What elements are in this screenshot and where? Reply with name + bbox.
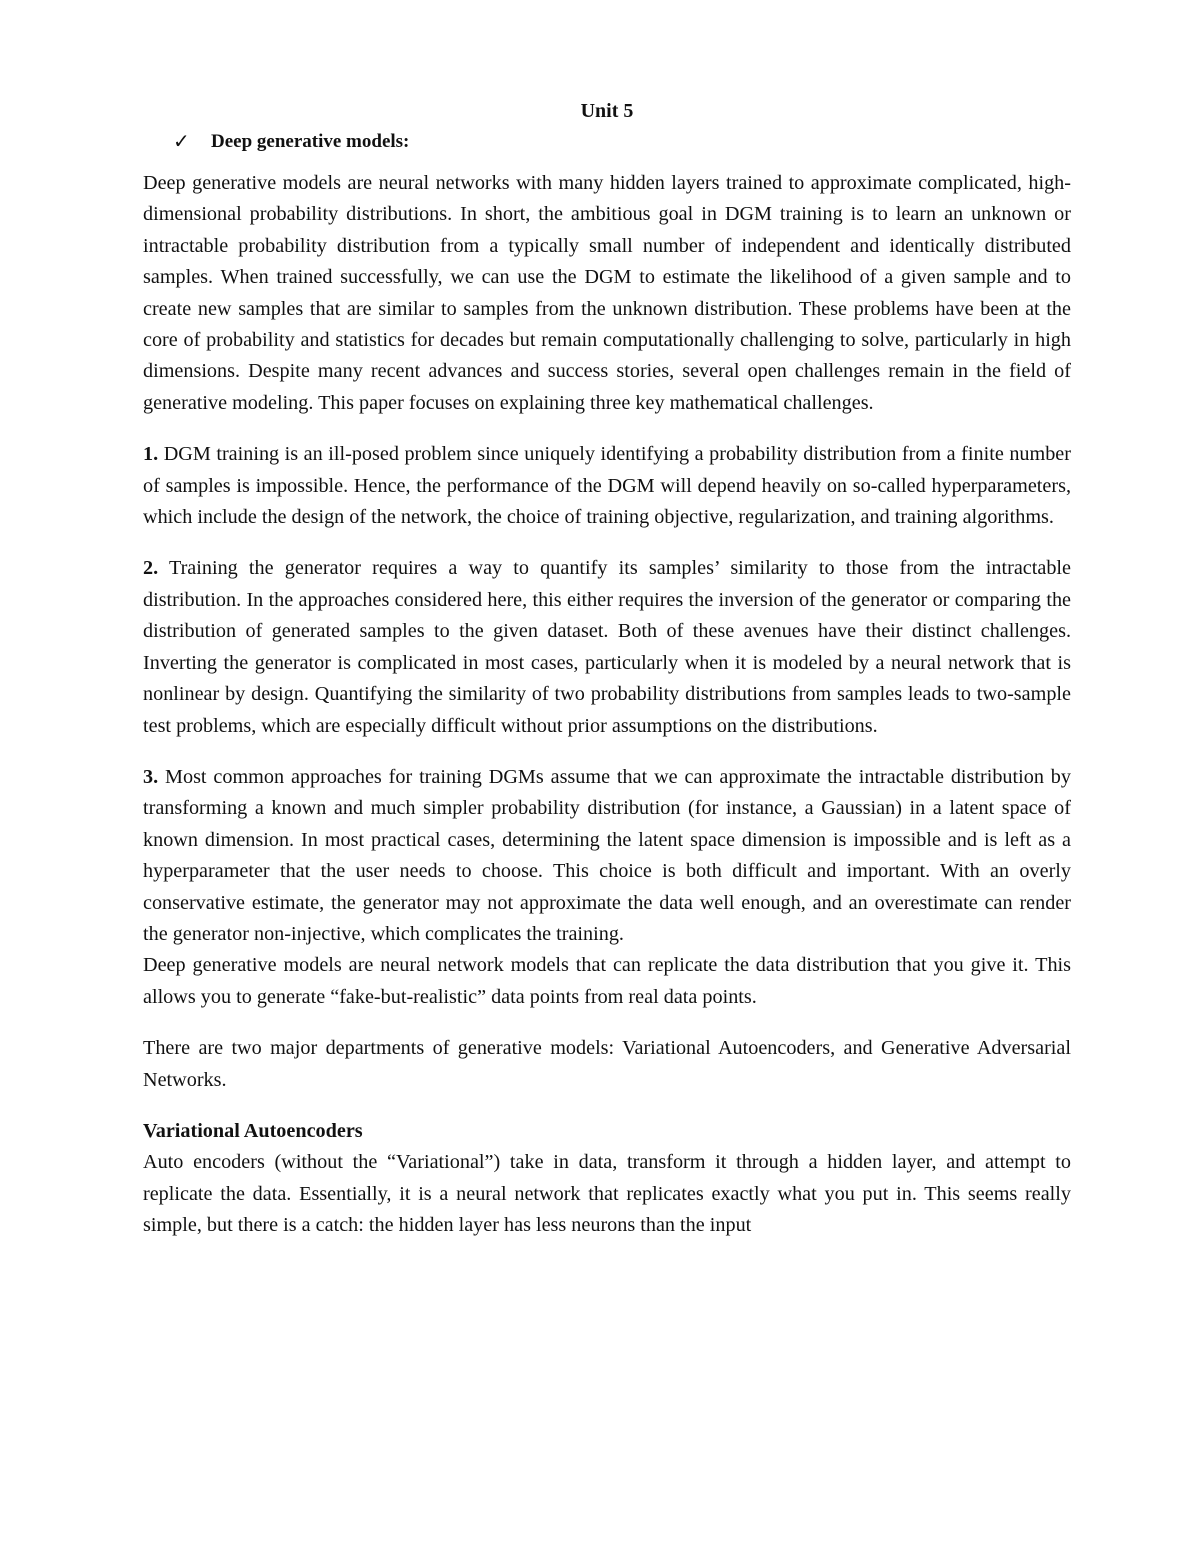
point-text-1: DGM training is an ill-posed problem since uniquely identifying a probability distribution from a finite number of samples is impossible. Hence, the performance of the DGM will depend heavily on so-called hyperparameters, which include the design of the network, the choice of training objective, regularization, and training algorithms. [143, 443, 1071, 529]
point-text-3: Most common approaches for training DGMs assume that we can approximate the intractable distribution by transforming a known and much simpler probability distribution (for instance, a Gaussian) in a latent space of known dimension. In most practical cases, determining the latent space dimension is impossible and is left as a hyperparameter that the user needs to choose. This choice is both difficult and important. With an overly conservative estimate, the generator may not approximate the data well enough, and an overestimate can render the generator non-injective, which complicates the training. [143, 765, 1071, 945]
vae-heading: Variational Autoencoders [143, 1119, 363, 1142]
point-paragraph-2 [143, 553, 1071, 741]
point-text-2: Training the generator requires a way to quantify its samples’ similarity to those from the intractable distribution. In the approaches considered here, this either requires the inversion of the generator or comparing the distribution of generated samples to the given dataset. Both of these avenues have their distinct challenges. Inverting the generator is complicated in most cases, particularly when it is modeled by a neural network that is nonlinear by design. Quantifying the similarity of two probability distributions from samples leads to two-sample test problems, which are especially difficult without prior assumptions on the distributions. [143, 557, 1071, 737]
point-number-3: 3. [143, 765, 159, 788]
vae-paragraph: Auto encoders (without the “Variational”) take in data, transform it through a hidden layer, and attempt to replicate the data. Essentially, it is a neural network that replicates exactly what you put in. This seems really simple, but there is a catch: the hidden layer has less neurons than the input [143, 1151, 1071, 1237]
point-paragraph-3 [143, 762, 1071, 950]
page-title: Unit 5 [580, 100, 634, 122]
point-number-2: 2. [143, 557, 159, 580]
summary-paragraph: Deep generative models are neural network models that can replicate the data distribution that you give it. This allows you to generate “fake-but-realistic” data points from real data points. [143, 954, 1071, 1008]
point-number-1: 1. [143, 443, 159, 466]
checkmark-icon: ✓ [173, 131, 190, 153]
departments-paragraph: There are two major departments of generative models: Variational Autoencoders, and Generative Adversarial Networks. [143, 1037, 1071, 1091]
point-paragraph-1 [143, 439, 1071, 533]
document-content [143, 96, 1071, 1242]
checked-heading [173, 128, 1071, 156]
checked-heading-text: Deep generative models: [211, 131, 410, 152]
intro-paragraph: Deep generative models are neural networks with many hidden layers trained to approximate complicated, high-dimensional probability distributions. In short, the ambitious goal in DGM training is to learn an unknown or intractable probability distribution from a typically small number of independent and identically distributed samples. When trained successfully, we can use the DGM to estimate the likelihood of a given sample and to create new samples that are similar to samples from the unknown distribution. These problems have been at the core of probability and statistics for decades but remain computationally challenging to solve, particularly in high dimensions. Despite many recent advances and success stories, several open challenges remain in the field of generative modeling. This paper focuses on explaining three key mathematical challenges. [143, 172, 1071, 414]
